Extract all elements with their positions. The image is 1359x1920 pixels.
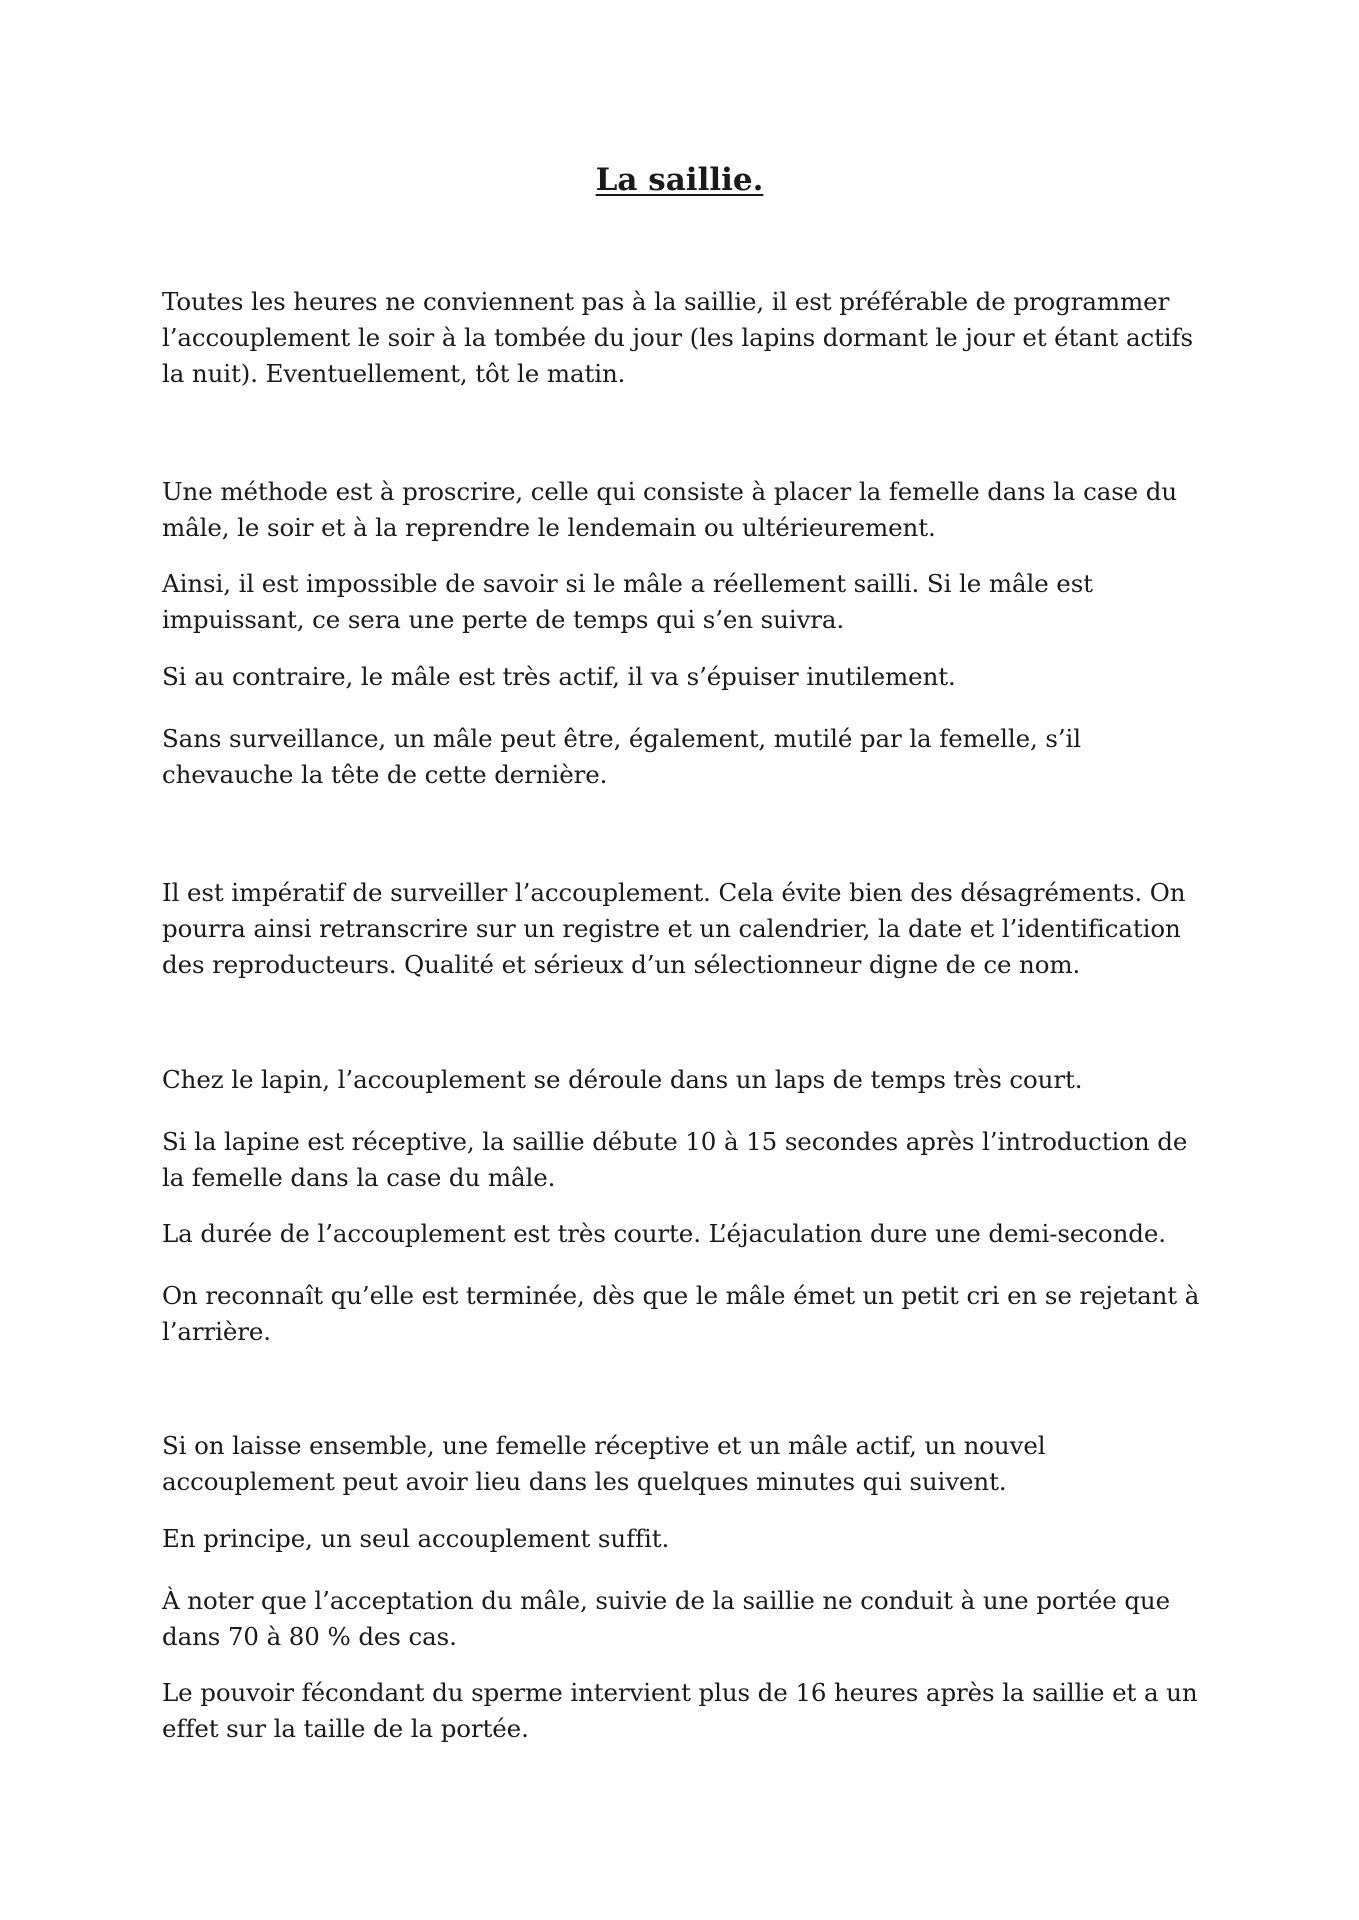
paragraph-together: Si on laisse ensemble, une femelle réceptive et un mâle actif, un nouvel accouplement peut avoir lieu dans les quelques minutes qui suivent. — [162, 1431, 1046, 1496]
paragraph-principle: En principe, un seul accouplement suffit. — [162, 1524, 670, 1553]
paragraph-active-male: Si au contraire, le mâle est très actif, il va s’épuiser inutilement. — [162, 662, 956, 691]
paragraph-hours: Toutes les heures ne conviennent pas à la saillie, il est préférable de programmer l’accouplement le soir à la tombée du jour (les lapins dormant le jour et étant actifs la nuit). Eventuellement, tôt le matin. — [162, 287, 1193, 388]
paragraph-surveillance: Sans surveillance, un mâle peut être, également, mutilé par la femelle, s’il chevauche la tête de cette dernière. — [162, 724, 1082, 789]
paragraph-acceptance: À noter que l’acceptation du mâle, suivie de la saillie ne conduit à une portée que dans 70 à 80 % des cas. — [162, 1586, 1170, 1651]
paragraph-rabbit: Chez le lapin, l’accouplement se déroule dans un laps de temps très court. — [162, 1065, 1083, 1094]
paragraph-method: Une méthode est à proscrire, celle qui consiste à placer la femelle dans la case du mâle, le soir et à la reprendre le lendemain ou ultérieurement. — [162, 477, 1178, 542]
paragraph-duration: La durée de l’accouplement est très courte. L’éjaculation dure une demi-seconde. — [162, 1219, 1166, 1248]
paragraph-impossible: Ainsi, il est impossible de savoir si le mâle a réellement sailli. Si le mâle est impuissant, ce sera une perte de temps qui s’en suivra. — [162, 569, 1093, 634]
paragraph-recognize: On reconnaît qu’elle est terminée, dès que le mâle émet un petit cri en se rejetant à l’arrière. — [162, 1281, 1200, 1346]
paragraph-fertilizing: Le pouvoir fécondant du sperme intervient plus de 16 heures après la saillie et a un effet sur la taille de la portée. — [162, 1678, 1198, 1743]
paragraph-imperative: Il est impératif de surveiller l’accouplement. Cela évite bien des désagréments. On pourra ainsi retranscrire sur un registre et un calendrier, la date et l’identification des reproducteurs. Qualité et sérieux d’un sélectionneur digne de ce nom. — [162, 878, 1186, 979]
paragraph-receptive: Si la lapine est réceptive, la saillie débute 10 à 15 secondes après l’introduction de la femelle dans la case du mâle. — [162, 1127, 1188, 1192]
page-title: La saillie. — [595, 162, 764, 198]
